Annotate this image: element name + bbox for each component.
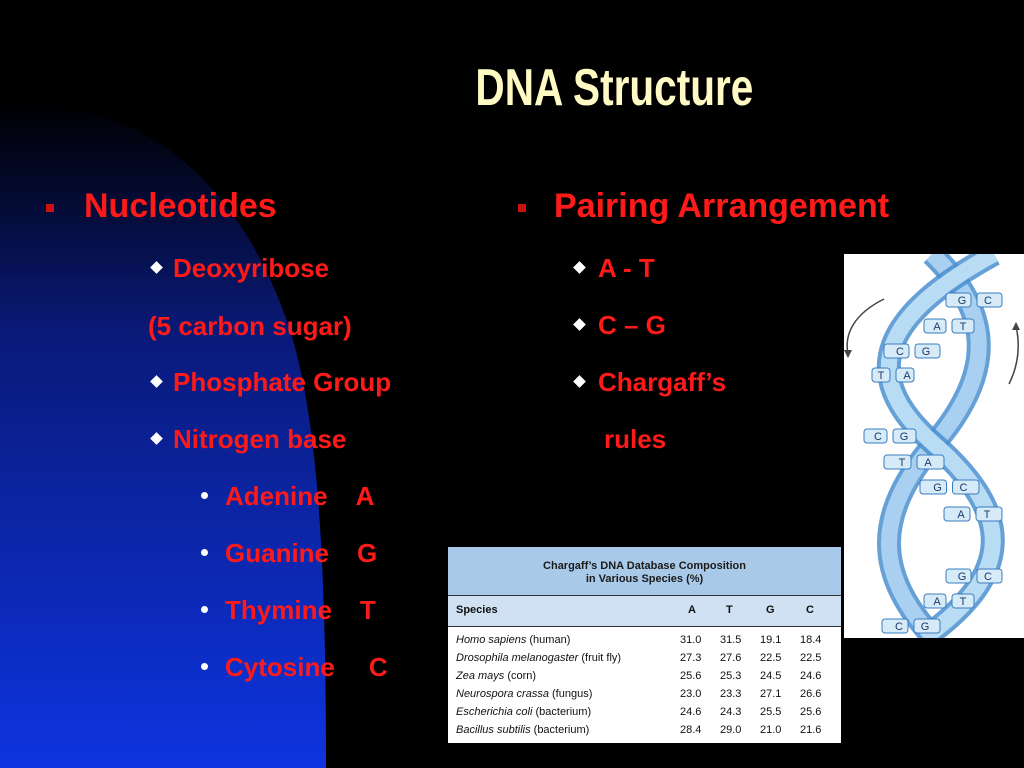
base-name: Thymine <box>225 595 332 625</box>
base-letter: C <box>368 652 388 682</box>
common-name: (fungus) <box>552 688 593 700</box>
nitrogen-base-item: Nitrogen base <box>173 424 347 454</box>
base-name: Adenine <box>225 481 328 511</box>
common-name: (human) <box>529 634 571 646</box>
dna-helix-image <box>844 254 1024 638</box>
species-name: Zea mays <box>456 670 505 682</box>
cell-t: 25.3 <box>720 670 742 682</box>
table-title-line1: Chargaff’s DNA Database Composition <box>543 560 746 572</box>
species-cell <box>456 703 591 721</box>
cell-c: 18.4 <box>800 634 822 646</box>
base-letter-left: C <box>895 621 903 633</box>
base-letter-right: T <box>983 509 991 521</box>
base-letter-left: G <box>957 571 967 583</box>
species-cell <box>456 721 589 739</box>
header-species: Species <box>456 604 498 616</box>
phosphate-group-item: Phosphate Group <box>173 367 392 397</box>
round-bullet-icon <box>201 606 208 613</box>
base-pair-left-block <box>884 455 911 469</box>
header-c: C <box>806 604 814 616</box>
pairing-arrangement-heading: Pairing Arrangement <box>554 187 890 225</box>
bullet-square-icon <box>46 204 54 212</box>
chargaffs-item: Chargaff’s <box>598 367 727 397</box>
cell-a: 23.0 <box>680 688 702 700</box>
cell-c: 24.6 <box>800 670 822 682</box>
round-bullet-icon <box>201 549 208 556</box>
table-row <box>448 721 841 739</box>
cell-a: 31.0 <box>680 634 702 646</box>
base-guanine <box>225 538 377 568</box>
round-bullet-icon <box>201 492 208 499</box>
base-letter-right: C <box>984 295 992 307</box>
common-name: (corn) <box>507 670 537 682</box>
table-row <box>448 649 841 667</box>
round-bullet-icon <box>201 663 208 670</box>
species-name: Neurospora crassa <box>456 688 549 700</box>
cell-a: 25.6 <box>680 670 702 682</box>
species-cell <box>456 631 570 649</box>
base-letter-right: C <box>959 482 968 494</box>
species-name: Bacillus subtilis <box>456 724 531 736</box>
base-letter-right: A <box>903 370 911 382</box>
species-cell <box>456 649 621 667</box>
rules-item: rules <box>604 424 667 454</box>
base-thymine <box>225 595 376 625</box>
species-cell <box>456 667 536 685</box>
common-name: (bacterium) <box>533 724 590 736</box>
cell-c: 25.6 <box>800 706 822 718</box>
common-name: (fruit fly) <box>581 652 622 664</box>
cell-g: 21.0 <box>760 724 782 736</box>
base-letter-left: C <box>896 346 904 358</box>
common-name: (bacterium) <box>535 706 592 718</box>
base-letter-right: T <box>959 321 967 333</box>
cell-t: 27.6 <box>720 652 742 664</box>
base-letter-right: G <box>899 431 909 443</box>
dna-helix-drawing <box>844 254 1024 638</box>
chargaff-table <box>448 547 841 743</box>
base-name: Cytosine <box>225 652 335 682</box>
table-header-row <box>448 595 841 627</box>
cell-t: 31.5 <box>720 634 742 646</box>
species-name: Drosophila melanogaster <box>456 652 579 664</box>
species-cell <box>456 685 592 703</box>
five-carbon-sugar-item: (5 carbon sugar) <box>148 311 352 341</box>
header-a: A <box>688 604 696 616</box>
base-letter-left: A <box>933 321 941 333</box>
cell-c: 21.6 <box>800 724 822 736</box>
table-title <box>448 547 841 595</box>
species-name: Homo sapiens <box>456 634 527 646</box>
cell-t: 24.3 <box>720 706 742 718</box>
slide-title: DNA Structure <box>475 59 754 117</box>
cell-t: 29.0 <box>720 724 742 736</box>
base-letter-left: A <box>957 509 965 521</box>
deoxyribose-item: Deoxyribose <box>173 253 330 283</box>
cell-g: 27.1 <box>760 688 782 700</box>
header-g: G <box>766 604 775 616</box>
cell-c: 26.6 <box>800 688 822 700</box>
base-letter-left: T <box>898 457 906 469</box>
table-row <box>448 703 841 721</box>
base-adenine <box>225 481 374 511</box>
cell-g: 19.1 <box>760 634 782 646</box>
base-letter-right: C <box>984 571 992 583</box>
base-letter-left: G <box>957 295 967 307</box>
cell-g: 24.5 <box>760 670 782 682</box>
base-letter: T <box>359 595 376 625</box>
pair-a-t: A - T <box>598 253 655 283</box>
base-name: Guanine <box>225 538 330 568</box>
base-letter-left: A <box>933 596 941 608</box>
base-letter-right: G <box>921 346 931 358</box>
base-letter-left: G <box>933 482 942 494</box>
table-row <box>448 631 841 649</box>
cell-g: 25.5 <box>760 706 782 718</box>
base-letter-left: T <box>877 370 885 382</box>
header-t: T <box>726 604 733 616</box>
base-letter-right: A <box>924 457 932 469</box>
cell-g: 22.5 <box>760 652 782 664</box>
nucleotides-heading: Nucleotides <box>84 187 277 225</box>
base-cytosine <box>225 652 388 682</box>
cell-a: 27.3 <box>680 652 702 664</box>
base-letter: G <box>357 538 378 568</box>
base-letter-right: T <box>959 596 967 608</box>
base-letter-right: G <box>920 621 930 633</box>
bullet-square-icon <box>518 204 526 212</box>
cell-t: 23.3 <box>720 688 742 700</box>
table-title-line2: in Various Species (%) <box>585 573 704 585</box>
table-row <box>448 685 841 703</box>
cell-a: 24.6 <box>680 706 702 718</box>
cell-a: 28.4 <box>680 724 702 736</box>
cell-c: 22.5 <box>800 652 822 664</box>
base-letter: A <box>355 481 375 511</box>
table-row <box>448 667 841 685</box>
species-name: Escherichia coli <box>456 706 533 718</box>
base-letter-left: C <box>874 431 882 443</box>
pair-c-g: C – G <box>598 310 666 340</box>
